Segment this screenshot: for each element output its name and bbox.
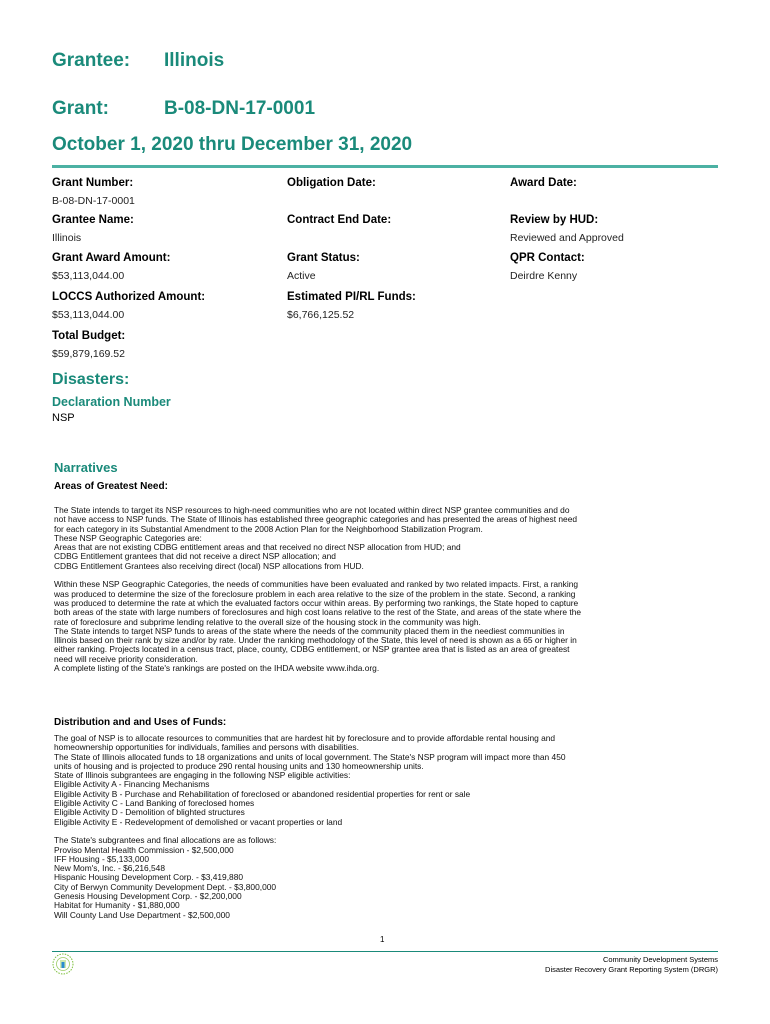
paragraph-line: Within these NSP Geographic Categories, the needs of communities have been evaluated and ranked by two related impacts. First, a ranking xyxy=(54,580,579,590)
paragraph-line: CDBG Entitlement Grantees also receiving direct (local) NSP allocations from HUD. xyxy=(54,561,364,571)
grant-status-field xyxy=(287,252,360,282)
hud-seal-icon xyxy=(52,953,74,975)
footer-org-line1: Community Development Systems xyxy=(602,955,718,964)
paragraph-line: The State of Illinois allocated funds to 18 organizations and units of local government. The State's NSP program will impact more than 450 xyxy=(54,752,566,762)
loccs-authorized-amount-field xyxy=(52,291,205,321)
areas-of-greatest-need-text xyxy=(54,506,718,673)
paragraph-line: both areas of the state with large numbers of foreclosures and high cost loans relative to the rest of the State, and areas of the state where the xyxy=(54,608,582,618)
paragraph-line: Illinois based on their rank by size and/or by rate. Under the ranking methodology of the State, this level of need is shown as a 65 or higher in xyxy=(54,636,577,646)
paragraph-line: These NSP Geographic Categories are: xyxy=(54,533,202,543)
paragraph-line xyxy=(54,827,718,836)
estimated-pirl-funds-field xyxy=(287,291,416,321)
field-label: Total Budget: xyxy=(52,330,126,342)
areas-of-greatest-need-heading: Areas of Greatest Need: xyxy=(54,481,168,492)
paragraph-line: Genesis Housing Development Corp. - $2,200,000 xyxy=(54,892,242,902)
field-label: Award Date: xyxy=(510,177,577,189)
paragraph-line: was produced to determine the rate at which the evaluated factors occur within areas. By performing two rankings, the State hoped to capture xyxy=(54,598,579,608)
paragraph-line: Proviso Mental Health Commission - $2,500,000 xyxy=(54,845,234,855)
field-label: Grant Status: xyxy=(287,252,360,264)
field-value: $6,766,125.52 xyxy=(287,309,355,321)
field-value: Active xyxy=(287,270,316,282)
field-label: LOCCS Authorized Amount: xyxy=(52,291,206,303)
header-divider xyxy=(52,165,718,168)
paragraph-line: Will County Land Use Department - $2,500,000 xyxy=(54,910,230,920)
paragraph-line: The goal of NSP is to allocate resources to communities that are hardest hit by foreclosure and to provide affordable rental housing and xyxy=(54,734,556,743)
paragraph-line: City of Berwyn Community Development Dept. - $3,800,000 xyxy=(54,882,277,892)
contract-end-date-field xyxy=(287,214,391,232)
paragraph-line: State of Illinois subgrantees are engaging in the following NSP eligible activities: xyxy=(54,771,351,781)
grant-value: B-08-DN-17-0001 xyxy=(164,98,316,119)
paragraph-line: Eligible Activity B - Purchase and Rehabilitation of foreclosed or abandoned residential properties for rent or sale xyxy=(54,789,471,799)
field-label: Estimated PI/RL Funds: xyxy=(287,291,416,303)
paragraph-line: Habitat for Humanity - $1,880,000 xyxy=(54,901,180,911)
paragraph-line: CDBG Entitlement grantees that did not receive a direct NSP allocation; and xyxy=(54,552,336,562)
paragraph-line: Eligible Activity A - Financing Mechanisms xyxy=(54,780,210,790)
grantee-value: Illinois xyxy=(164,50,225,71)
field-label: Contract End Date: xyxy=(287,214,392,226)
field-label: Grant Number: xyxy=(52,177,134,189)
obligation-date-field xyxy=(287,177,376,195)
field-label: Obligation Date: xyxy=(287,177,376,189)
award-date-field xyxy=(510,177,577,195)
paragraph-line: was produced to determine the size of the foreclosure problem in each area relative to the size of the problem in the state. Second, a ranking xyxy=(54,589,576,599)
paragraph-line: Eligible Activity E - Redevelopment of demolished or vacant properties or land xyxy=(54,817,343,827)
field-label: Grant Award Amount: xyxy=(52,252,171,264)
grant-award-amount-field xyxy=(52,252,170,282)
narratives-heading: Narratives xyxy=(54,460,118,475)
declaration-number-value: NSP xyxy=(52,412,75,424)
field-value: Illinois xyxy=(52,232,82,244)
grantee-name-field xyxy=(52,214,134,244)
distribution-uses-heading: Distribution and and Uses of Funds: xyxy=(54,717,227,728)
distribution-uses-text xyxy=(54,734,718,920)
page-number: 1 xyxy=(380,935,385,944)
total-budget-field xyxy=(52,330,125,360)
footer-divider xyxy=(52,951,718,952)
field-label: Review by HUD: xyxy=(510,214,599,226)
declaration-number-label: Declaration Number xyxy=(52,395,171,409)
paragraph-line: for each category in its Substantial Amendment to the 2008 Action Plan for the Neighborhood Stabilization Program. xyxy=(54,524,483,534)
grant-title xyxy=(52,98,316,120)
paragraph-line: Eligible Activity C - Land Banking of foreclosed homes xyxy=(54,799,255,809)
paragraph-line xyxy=(54,571,718,580)
paragraph-line: The State intends to target its NSP resources to high-need communities who are not located within direct NSP grantee communities and do xyxy=(54,506,570,515)
paragraph-line: IFF Housing - $5,133,000 xyxy=(54,854,149,864)
paragraph-line: not have access to NSP funds. The State of Illinois has established three geographic categories and has presented the areas of highest need xyxy=(54,515,578,525)
paragraph-line: homeownership opportunities for individuals, families and persons with disabilities. xyxy=(54,743,359,753)
paragraph-line: Eligible Activity D - Demolition of blighted structures xyxy=(54,808,245,818)
field-label: QPR Contact: xyxy=(510,252,585,264)
disasters-heading: Disasters: xyxy=(52,371,130,388)
paragraph-line: need will receive priority consideration. xyxy=(54,654,198,664)
field-label: Grantee Name: xyxy=(52,214,134,226)
footer-org-line2: Disaster Recovery Grant Reporting System (DRGR) xyxy=(545,964,718,974)
field-value: Deirdre Kenny xyxy=(510,270,578,282)
review-by-hud-field xyxy=(510,214,624,244)
paragraph-line: Areas that are not existing CDBG entitlement areas and that received no direct NSP allocation from HUD; and xyxy=(54,543,461,553)
field-value: $53,113,044.00 xyxy=(52,309,125,321)
paragraph-line: A complete listing of the State's rankings are posted on the IHDA website www.ihda.org. xyxy=(54,664,380,674)
grant-number-field xyxy=(52,177,135,207)
paragraph-line: either ranking. Projects located in a census tract, place, county, CDBG entitlement, or NSP grantee area that is listed as an area of greatest xyxy=(54,645,570,655)
report-period: October 1, 2020 thru December 31, 2020 xyxy=(52,134,413,155)
paragraph-line: units of housing and is projected to produce 290 rental housing units and 130 homeownership units. xyxy=(54,761,424,771)
field-value: B-08-DN-17-0001 xyxy=(52,195,135,207)
paragraph-line: New Mom's, Inc. - $6,216,548 xyxy=(54,864,165,874)
footer-org xyxy=(545,955,718,974)
field-value: $53,113,044.00 xyxy=(52,270,125,282)
paragraph-line: Hispanic Housing Development Corp. - $3,419,880 xyxy=(54,873,244,883)
qpr-contact-field xyxy=(510,252,585,282)
grantee-label: Grantee: xyxy=(52,50,131,71)
paragraph-line: The State's subgrantees and final allocations are as follows: xyxy=(54,836,277,846)
field-value: Reviewed and Approved xyxy=(510,232,624,244)
paragraph-line: The State intends to target NSP funds to areas of the state where the needs of the community placed them in the neediest communities in xyxy=(54,626,565,636)
grant-label: Grant: xyxy=(52,98,109,119)
grantee-title xyxy=(52,50,225,72)
paragraph-line: rate of foreclosure and subprime lending relative to the overall size of the housing stock in the community was high. xyxy=(54,617,481,627)
field-value: $59,879,169.52 xyxy=(52,348,125,360)
